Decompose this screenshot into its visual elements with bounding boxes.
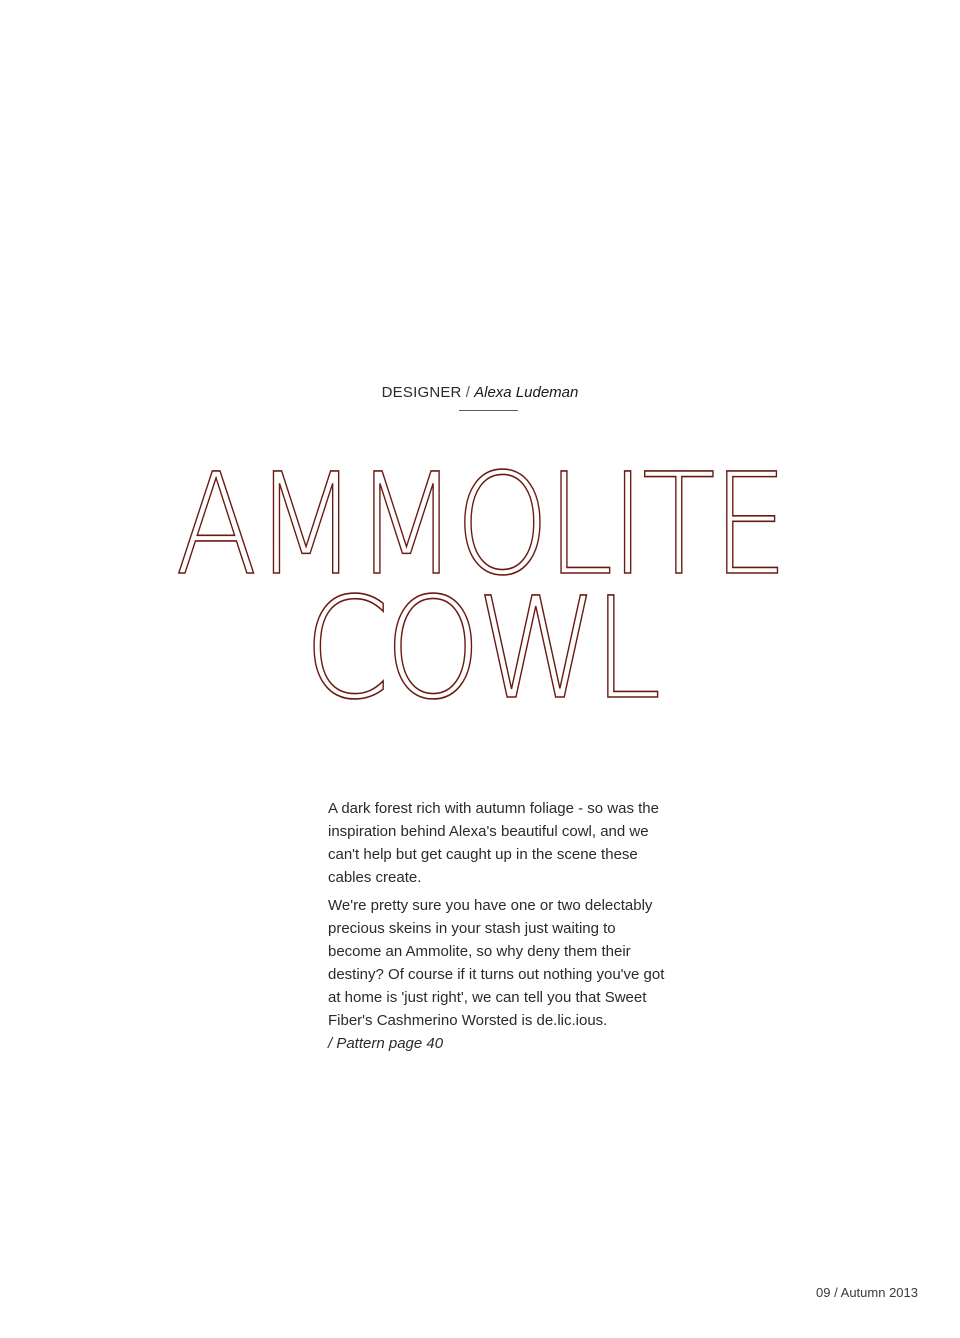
designer-role-label: DESIGNER [381,384,462,401]
article-body [328,797,668,1060]
page-folio [816,1284,918,1302]
designer-credit [0,383,960,403]
body-paragraph-2 [328,894,668,1055]
article-title-line-2: COWL [303,568,657,731]
folio-separator: / [834,1285,838,1300]
body-paragraph-2-text: We're pretty sure you have one or two delectably precious skeins in your stash just waiting to become an Ammolite, so why deny them their destiny? Of course if it turns out nothing you've got at home is 'just right', we can tell you that Sweet Fiber's Cashmerino Worsted is de.lic.ious. [328,897,665,1029]
pattern-page-reference: / Pattern page 40 [328,1035,444,1052]
designer-name: Alexa Ludeman [474,384,579,401]
article-title-line-1: AMMOLITE [175,444,785,607]
page-number: 09 [816,1285,831,1300]
issue-name: Autumn 2013 [840,1285,918,1300]
designer-underline-divider [459,410,518,411]
designer-separator: / [465,384,470,401]
body-paragraph-1: A dark forest rich with autumn foliage - so was the inspiration behind Alexa's beautiful cowl, and we can't help but get caught up in the scene these cables create. [328,800,659,886]
